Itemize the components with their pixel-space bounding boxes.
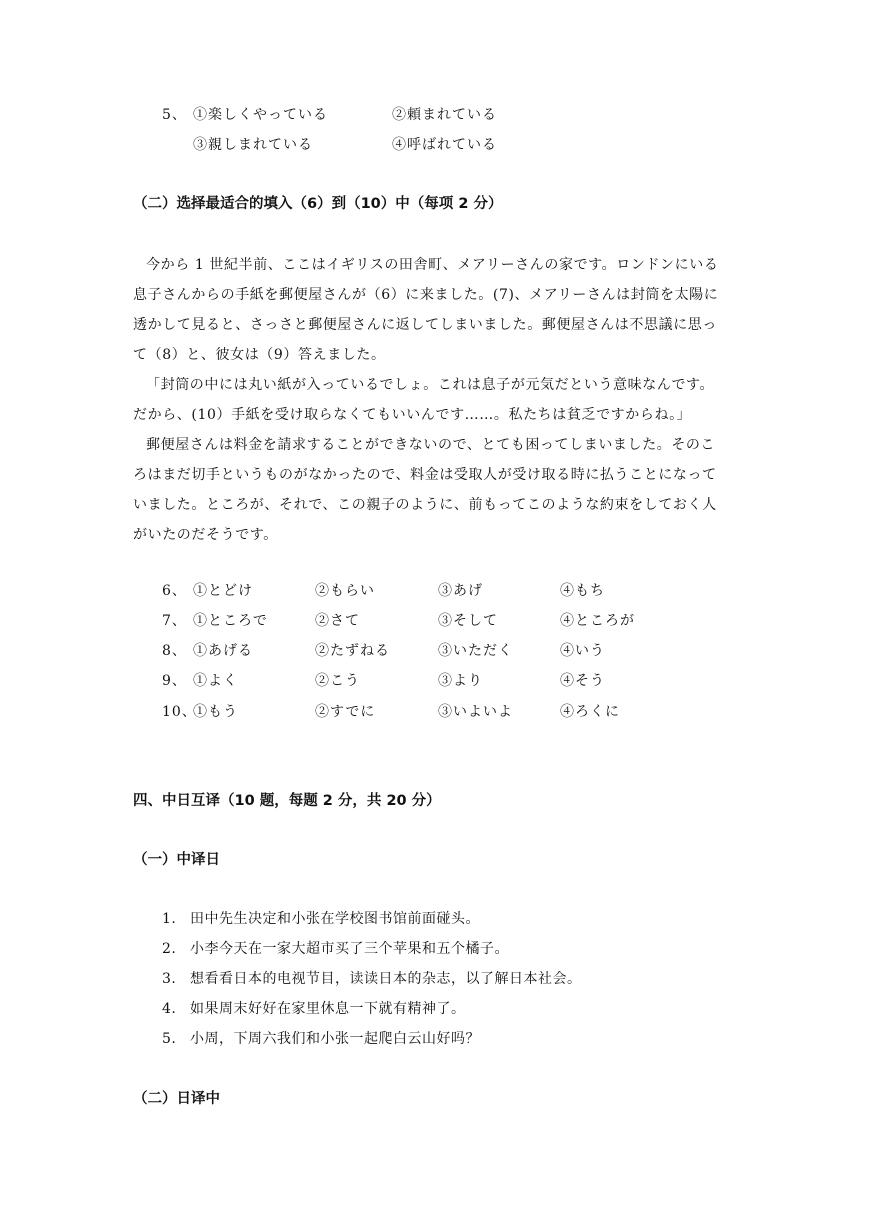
item-text: 如果周末好好在家里休息一下就有精神了。 (190, 1001, 466, 1017)
subsection-heading: （二）日译中 (133, 1091, 220, 1107)
option-3: ③親しまれている (193, 137, 313, 153)
item-text: 小李今天在一家大超市买了三个苹果和五个橘子。 (190, 941, 509, 957)
item-number: 2. (162, 941, 177, 957)
question-number: 7、 (162, 613, 187, 629)
question-number: 6、 (162, 583, 187, 599)
option-3: ③あげ (438, 583, 483, 599)
item-number: 3. (162, 971, 177, 987)
option-1: ①よく (193, 673, 238, 689)
option-2: ②さて (315, 613, 360, 629)
passage-line: いました。ところが、それで、この親子のように、前もってこのような約束をしておく人 (133, 497, 717, 513)
question-number: 8、 (162, 643, 187, 659)
option-2: ②頼まれている (392, 107, 497, 123)
option-3: ③そして (438, 613, 498, 629)
option-4: ④いう (560, 643, 605, 659)
passage-line: 息子さんからの手紙を郵便屋さんが（6）に来ました。(7)、メアリーさんは封筒を太陽に (133, 287, 719, 303)
option-1: ①もう (193, 704, 238, 720)
passage-line: 郵便屋さんは料金を請求することができないので、とても困ってしまいました。そのこ (146, 437, 716, 453)
option-2: ②こう (315, 673, 360, 689)
section-heading: （二）选择最适合的填入（6）到（10）中（每项 2 分） (133, 196, 503, 212)
list-item (162, 1030, 480, 1048)
subsection-heading: （一）中译日 (133, 852, 220, 868)
passage-line: 「封筒の中には丸い紙が入っているでしょ。これは息子が元気だという意味なんです。 (146, 377, 715, 393)
item-number: 1. (162, 911, 177, 927)
item-number: 4. (162, 1001, 177, 1017)
option-1: ①楽しくやっている (193, 107, 328, 123)
question-number: 9、 (162, 673, 187, 689)
passage-line: 透かして見ると、さっさと郵便屋さんに返してしまいました。郵便屋さんは不思議に思っ (133, 317, 717, 333)
item-text: 田中先生决定和小张在学校图书馆前面碰头。 (190, 911, 480, 927)
passage-line: 今から 1 世紀半前、ここはイギリスの田舎町、メアリーさんの家です。ロンドンにいる (146, 257, 719, 273)
option-1: ①とどけ (193, 583, 253, 599)
item-text: 想看看日本的电视节目，读读日本的杂志，以了解日本社会。 (190, 971, 582, 987)
question-number: 10、 (162, 704, 197, 720)
option-4: ④もち (560, 583, 605, 599)
option-3: ③いただく (438, 643, 513, 659)
list-item (162, 940, 509, 958)
passage-line: だから、(10）手紙を受け取らなくてもいいんです……。私たちは貧乏ですからね。」 (133, 407, 692, 423)
option-3: ③より (438, 673, 483, 689)
option-2: ②もらい (315, 583, 375, 599)
list-item (162, 970, 582, 988)
option-2: ②すでに (315, 704, 376, 720)
option-4: ④ろくに (560, 704, 620, 720)
option-3: ③いよいよ (438, 704, 513, 720)
list-item (162, 1000, 466, 1018)
passage-line: て（8）と、彼女は（9）答えました。 (133, 347, 386, 363)
option-2: ②たずねる (315, 643, 390, 659)
list-item (162, 910, 480, 928)
passage-line: ろはまだ切手というものがなかったので、料金は受取人が受け取る時に払うことになって (133, 467, 717, 483)
option-1: ①あげる (193, 643, 253, 659)
option-1: ①ところで (193, 613, 268, 629)
option-4: ④呼ばれている (392, 137, 497, 153)
section-heading: 四、中日互译（10 题，每题 2 分，共 20 分） (133, 793, 441, 809)
item-number: 5. (162, 1031, 177, 1047)
option-4: ④そう (560, 673, 605, 689)
passage-line: がいたのだそうです。 (133, 527, 278, 543)
question-number: 5、 (162, 107, 187, 123)
option-4: ④ところが (560, 613, 635, 629)
item-text: 小周，下周六我们和小张一起爬白云山好吗？ (190, 1031, 480, 1047)
